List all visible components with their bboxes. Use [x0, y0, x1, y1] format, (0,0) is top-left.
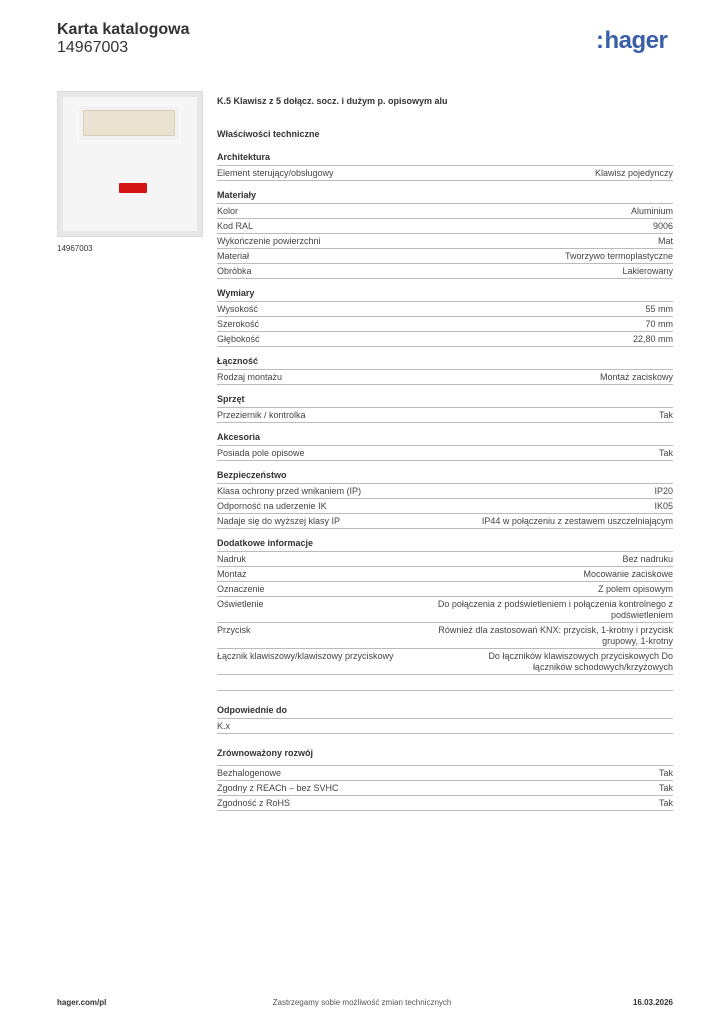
section-materialy	[217, 190, 673, 279]
spec-row: Wykończenie powierzchni Mat	[217, 234, 673, 249]
section-title: Dodatkowe informacje	[217, 538, 673, 552]
section-architektura	[217, 152, 673, 181]
label-window	[77, 104, 181, 142]
switch-key	[63, 97, 197, 231]
section-akcesoria	[217, 432, 673, 461]
spec-row: Zgodny z REACh – bez SVHC Tak	[217, 781, 673, 796]
spec-row: Element sterujący/obsługowy Klawisz pojedynczy	[217, 166, 673, 181]
image-caption: 14967003	[57, 244, 93, 253]
spec-row: Łącznik klawiszowy/klawiszowy przyciskowy Do łączników klawiszowych przyciskowych Do łączników schodowych/krzyżowych	[217, 649, 673, 675]
spec-row: Odporność na uderzenie IK IK05	[217, 499, 673, 514]
spec-row: Głębokość 22,80 mm	[217, 332, 673, 347]
catalog-number: 14967003	[57, 39, 129, 56]
section-title: Zrównoważony rozwój	[217, 748, 673, 766]
section-wymiary	[217, 288, 673, 347]
spec-row: Zgodność z RoHS Tak	[217, 796, 673, 811]
section-title: Architektura	[217, 152, 673, 166]
section-spacer	[217, 675, 673, 691]
spec-row: Oznaczenie Z polem opisowym	[217, 582, 673, 597]
spec-row: Wysokość 55 mm	[217, 302, 673, 317]
section-lacznosc	[217, 356, 673, 385]
hager-logo: :hager	[596, 27, 668, 54]
product-name: K.5 Klawisz z 5 dołącz. socz. i dużym p. opisowym alu	[217, 96, 448, 106]
section-sprzet	[217, 394, 673, 423]
spec-row: Posiada pole opisowe Tak	[217, 446, 673, 461]
spec-row: Klasa ochrony przed wnikaniem (IP) IP20	[217, 484, 673, 499]
spec-row: Bezhalogenowe Tak	[217, 766, 673, 781]
footer-website-link[interactable]: hager.com/pl	[57, 998, 107, 1007]
tech-properties-title: Właściwości techniczne	[217, 129, 320, 139]
spec-row: Kod RAL 9006	[217, 219, 673, 234]
product-image	[57, 91, 203, 237]
spec-row: Szerokość 70 mm	[217, 317, 673, 332]
spec-row: Przycisk Również dla zastosowań KNX: przycisk, 1-krotny i przycisk grupowy, 1-krotny	[217, 623, 673, 649]
indicator-lens	[119, 183, 147, 193]
section-title: Odpowiednie do	[217, 705, 673, 719]
section-title: Sprzęt	[217, 394, 673, 408]
section-zrownowazony	[217, 748, 673, 811]
spec-row: Nadruk Bez nadruku	[217, 552, 673, 567]
footer-disclaimer: Zastrzegamy sobie możliwość zmian technicznych	[272, 998, 452, 1007]
spec-row: Montaż Mocowanie zaciskowe	[217, 567, 673, 582]
page-title: Karta katalogowa	[57, 21, 190, 38]
section-title: Materiały	[217, 190, 673, 204]
section-dodatkowe	[217, 538, 673, 691]
section-bezpieczenstwo	[217, 470, 673, 529]
spec-row: Przeziernik / kontrolka Tak	[217, 408, 673, 423]
spec-content	[217, 96, 673, 820]
section-title: Wymiary	[217, 288, 673, 302]
section-title: Akcesoria	[217, 432, 673, 446]
spec-row: Rodzaj montażu Montaż zaciskowy	[217, 370, 673, 385]
section-odpowiednie	[217, 705, 673, 734]
spec-row: Oświetlenie Do połączenia z podświetleniem i połączenia kontrolnego z podświetleniem	[217, 597, 673, 623]
spec-row: Kolor Aluminium	[217, 204, 673, 219]
section-title: Łączność	[217, 356, 673, 370]
spec-row: Nadaje się do wyższej klasy IP IP44 w połączeniu z zestawem uszczelniającym	[217, 514, 673, 529]
spec-row: Obróbka Lakierowany	[217, 264, 673, 279]
spec-row: K.x	[217, 719, 673, 734]
spec-row: Materiał Tworzywo termoplastyczne	[217, 249, 673, 264]
footer-date: 16.03.2026	[632, 998, 673, 1007]
section-title: Bezpieczeństwo	[217, 470, 673, 484]
